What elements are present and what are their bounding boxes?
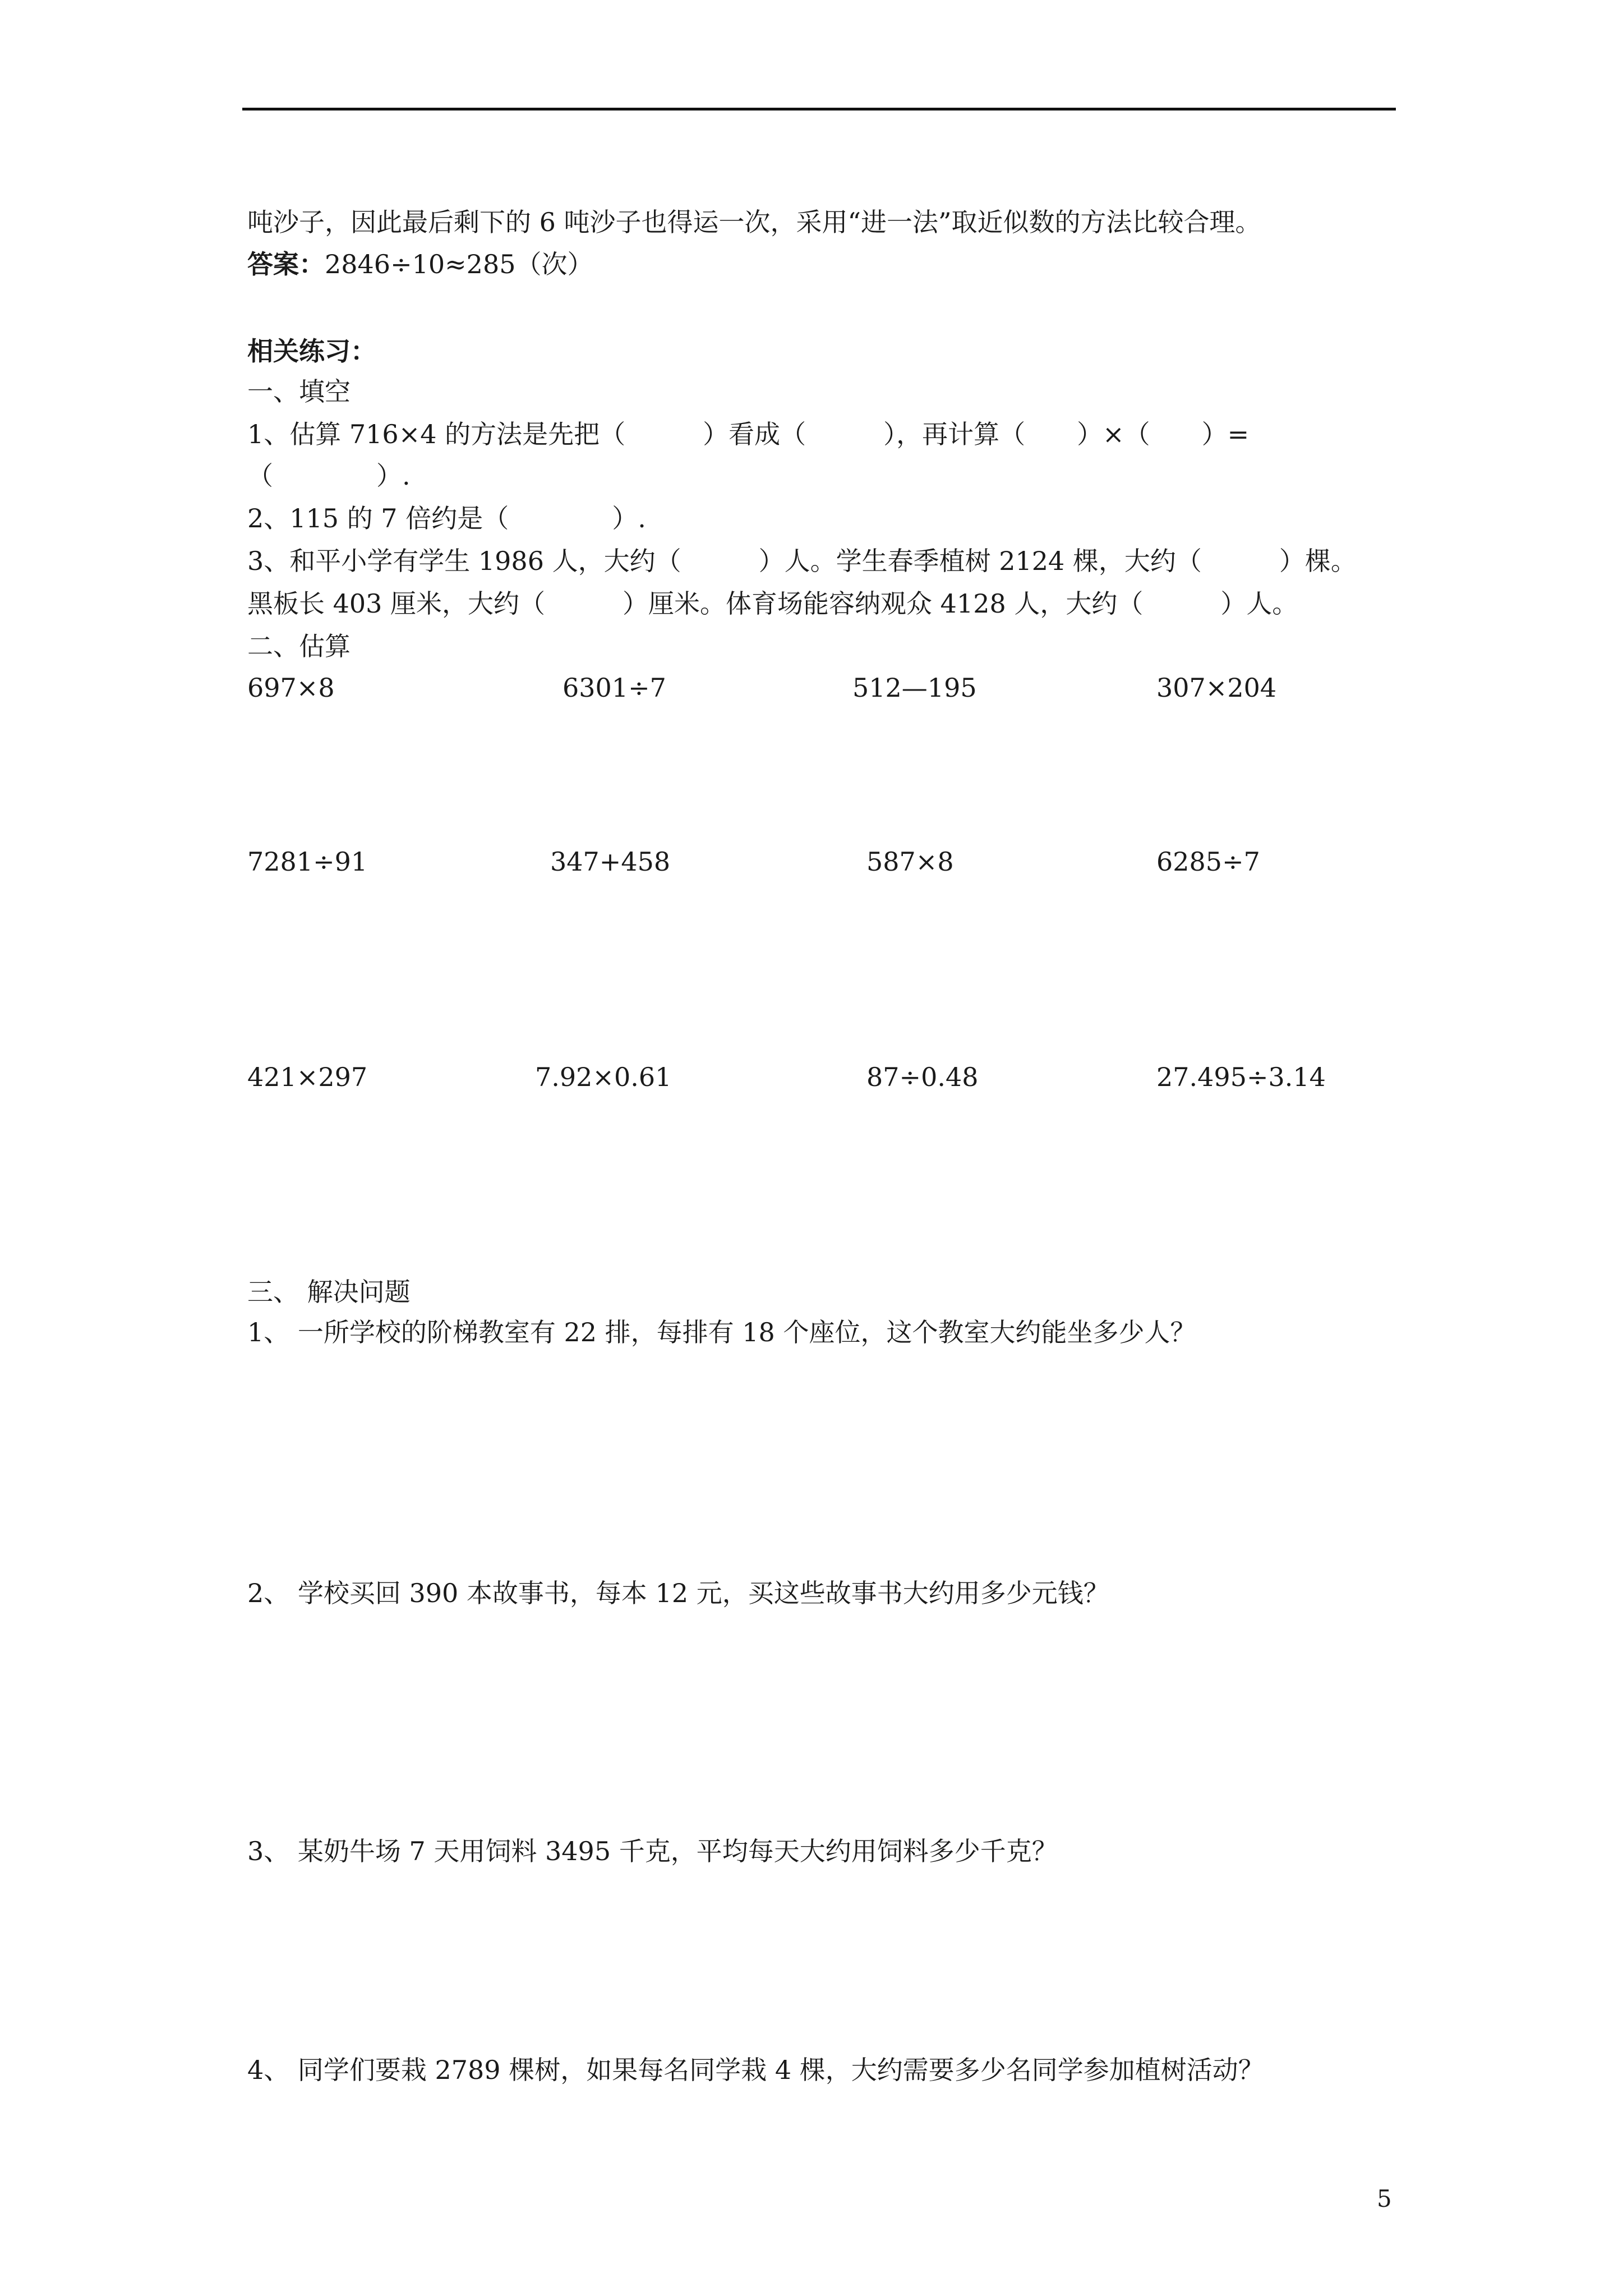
fill-q3-line1: 3、和平小学有学生 1986 人，大约（ ）人。学生春季植树 2124 棵，大约（ ）棵。 (247, 546, 1357, 576)
practice-title: 相关练习： (247, 336, 376, 366)
word-problem-1: 1、 一所学校的阶梯教室有 22 排，每排有 18 个座位，这个教室大约能坐多少人？ (247, 1317, 1196, 1347)
section3-title: 三、 解决问题 (247, 1277, 411, 1307)
estimate-item: 421×297 (247, 1062, 368, 1092)
estimate-item: 7281÷91 (247, 846, 368, 877)
answer-line (247, 249, 593, 280)
word-problem-4: 4、 同学们要栽 2789 棵树，如果每名同学栽 4 棵，大约需要多少名同学参加植树活动？ (247, 2055, 1264, 2085)
page-number: 5 (1377, 2185, 1392, 2212)
continuation-text: 吨沙子，因此最后剩下的 6 吨沙子也得运一次，采用“进一法”取近似数的方法比较合理。 (247, 207, 1261, 237)
estimate-item: 512—195 (852, 673, 977, 703)
estimate-item: 6285÷7 (1156, 846, 1260, 877)
section2-title: 二、估算 (247, 631, 351, 661)
fill-q2: 2、115 的 7 倍约是（ ）. (247, 503, 646, 533)
estimate-item: 587×8 (866, 846, 954, 877)
word-problem-3: 3、 某奶牛场 7 天用饲料 3495 千克，平均每天大约用饲料多少千克？ (247, 1836, 1058, 1866)
estimate-item: 7.92×0.61 (535, 1062, 672, 1092)
fill-q1-line2: （ ）. (247, 461, 411, 491)
estimate-item: 6301÷7 (562, 673, 666, 703)
word-problem-2: 2、 学校买回 390 本故事书，每本 12 元，买这些故事书大约用多少元钱？ (247, 1578, 1109, 1608)
estimate-item: 697×8 (247, 673, 335, 703)
section1-title: 一、填空 (247, 376, 351, 407)
estimate-item: 307×204 (1156, 673, 1277, 703)
header-rule (242, 108, 1396, 111)
answer-text: 2846÷10≈285（次） (325, 249, 593, 279)
estimate-item: 347+458 (550, 846, 671, 877)
fill-q3-line2: 黑板长 403 厘米，大约（ ）厘米。体育场能容纳观众 4128 人，大约（ ）人。 (247, 588, 1298, 619)
fill-q1-line1: 1、估算 716×4 的方法是先把（ ）看成（ ），再计算（ ）×（ ）= (247, 419, 1249, 449)
estimate-item: 87÷0.48 (866, 1062, 979, 1092)
answer-label: 答案： (247, 249, 325, 279)
estimate-item: 27.495÷3.14 (1156, 1062, 1326, 1092)
